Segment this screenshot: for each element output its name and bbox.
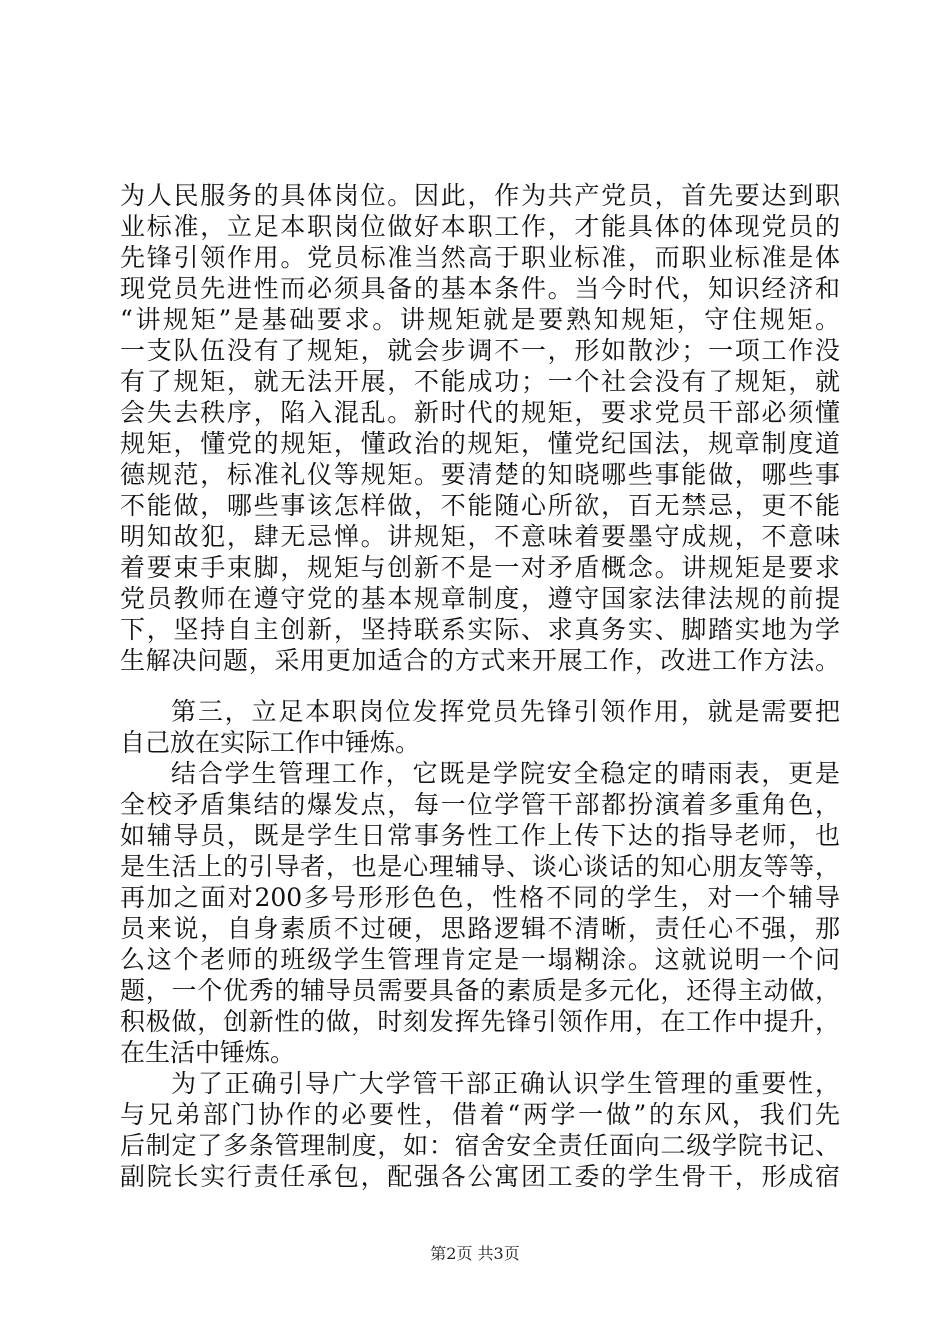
text-line: 先锋引领作用。党员标准当然高于职业标准，而职业标准是体 <box>120 243 840 272</box>
text-line: 有了规矩，就无法开展，不能成功；一个社会没有了规矩，就 <box>120 367 840 396</box>
text-line: 着要束手束脚，规矩与创新不是一对矛盾概念。讲规矩是要求 <box>120 553 840 582</box>
text-line: 一支队伍没有了规矩，就会步调不一，形如散沙；一项工作没 <box>120 336 840 365</box>
text-line: 如辅导员，既是学生日常事务性工作上传下达的指导老师，也 <box>120 821 840 850</box>
text-line: 为了正确引导广大学管干部正确认识学生管理的重要性， <box>171 1069 840 1098</box>
text-line: 明知故犯，肆无忌惮。讲规矩，不意味着要墨守成规，不意味 <box>120 522 840 551</box>
text-line: 么这个老师的班级学生管理肯定是一塌糊涂。这就说明一个问 <box>120 945 840 974</box>
text-line: 现党员先进性而必须具备的基本条件。当今时代，知识经济和 <box>120 274 840 303</box>
text-line: 会失去秩序，陷入混乱。新时代的规矩，要求党员干部必须懂 <box>120 398 840 427</box>
text-line: 积极做，创新性的做，时刻发挥先锋引领作用，在工作中提升， <box>120 1007 840 1036</box>
text-line: 自己放在实际工作中锤炼。 <box>120 728 421 757</box>
text-line: 后制定了多条管理制度，如：宿舍安全责任面向二级学院书记、 <box>120 1131 840 1160</box>
text-line: 全校矛盾集结的爆发点，每一位学管干部都扮演着多重角色， <box>120 790 840 819</box>
text-line: 与兄弟部门协作的必要性，借着“两学一做”的东风，我们先 <box>120 1100 840 1129</box>
text-line: 题，一个优秀的辅导员需要具备的素质是多元化，还得主动做， <box>120 976 840 1005</box>
text-line: 下，坚持自主创新，坚持联系实际、求真务实、脚踏实地为学 <box>120 615 840 644</box>
text-line: 再加之面对200多号形形色色，性格不同的学生，对一个辅导 <box>120 883 840 912</box>
text-line: 结合学生管理工作，它既是学院安全稳定的晴雨表，更是 <box>171 759 840 788</box>
text-line: 不能做，哪些事该怎样做，不能随心所欲，百无禁忌，更不能 <box>120 491 840 520</box>
text-line: 业标准，立足本职岗位做好本职工作，才能具体的体现党员的 <box>120 212 840 241</box>
page-footer: 第2页 共3页 <box>430 1244 520 1263</box>
text-line: 是生活上的引导者，也是心理辅导、谈心谈话的知心朋友等等， <box>120 852 840 881</box>
text-line: 党员教师在遵守党的基本规章制度，遵守国家法律法规的前提 <box>120 584 840 613</box>
text-line: 为人民服务的具体岗位。因此，作为共产党员，首先要达到职 <box>120 181 840 210</box>
text-line: 德规范，标准礼仪等规矩。要清楚的知晓哪些事能做，哪些事 <box>120 460 840 489</box>
text-line: 规矩，懂党的规矩，懂政治的规矩，懂党纪国法，规章制度道 <box>120 429 840 458</box>
text-line: 第三，立足本职岗位发挥党员先锋引领作用，就是需要把 <box>171 697 840 726</box>
text-line: 员来说，自身素质不过硬，思路逻辑不清晰，责任心不强，那 <box>120 914 840 943</box>
text-line: 副院长实行责任承包，配强各公寓团工委的学生骨干，形成宿 <box>120 1162 840 1191</box>
text-line: 在生活中锤炼。 <box>120 1038 296 1067</box>
text-line: “讲规矩”是基础要求。讲规矩就是要熟知规矩，守住规矩。 <box>120 305 840 334</box>
text-line: 生解决问题，采用更加适合的方式来开展工作，改进工作方法。 <box>120 646 840 675</box>
